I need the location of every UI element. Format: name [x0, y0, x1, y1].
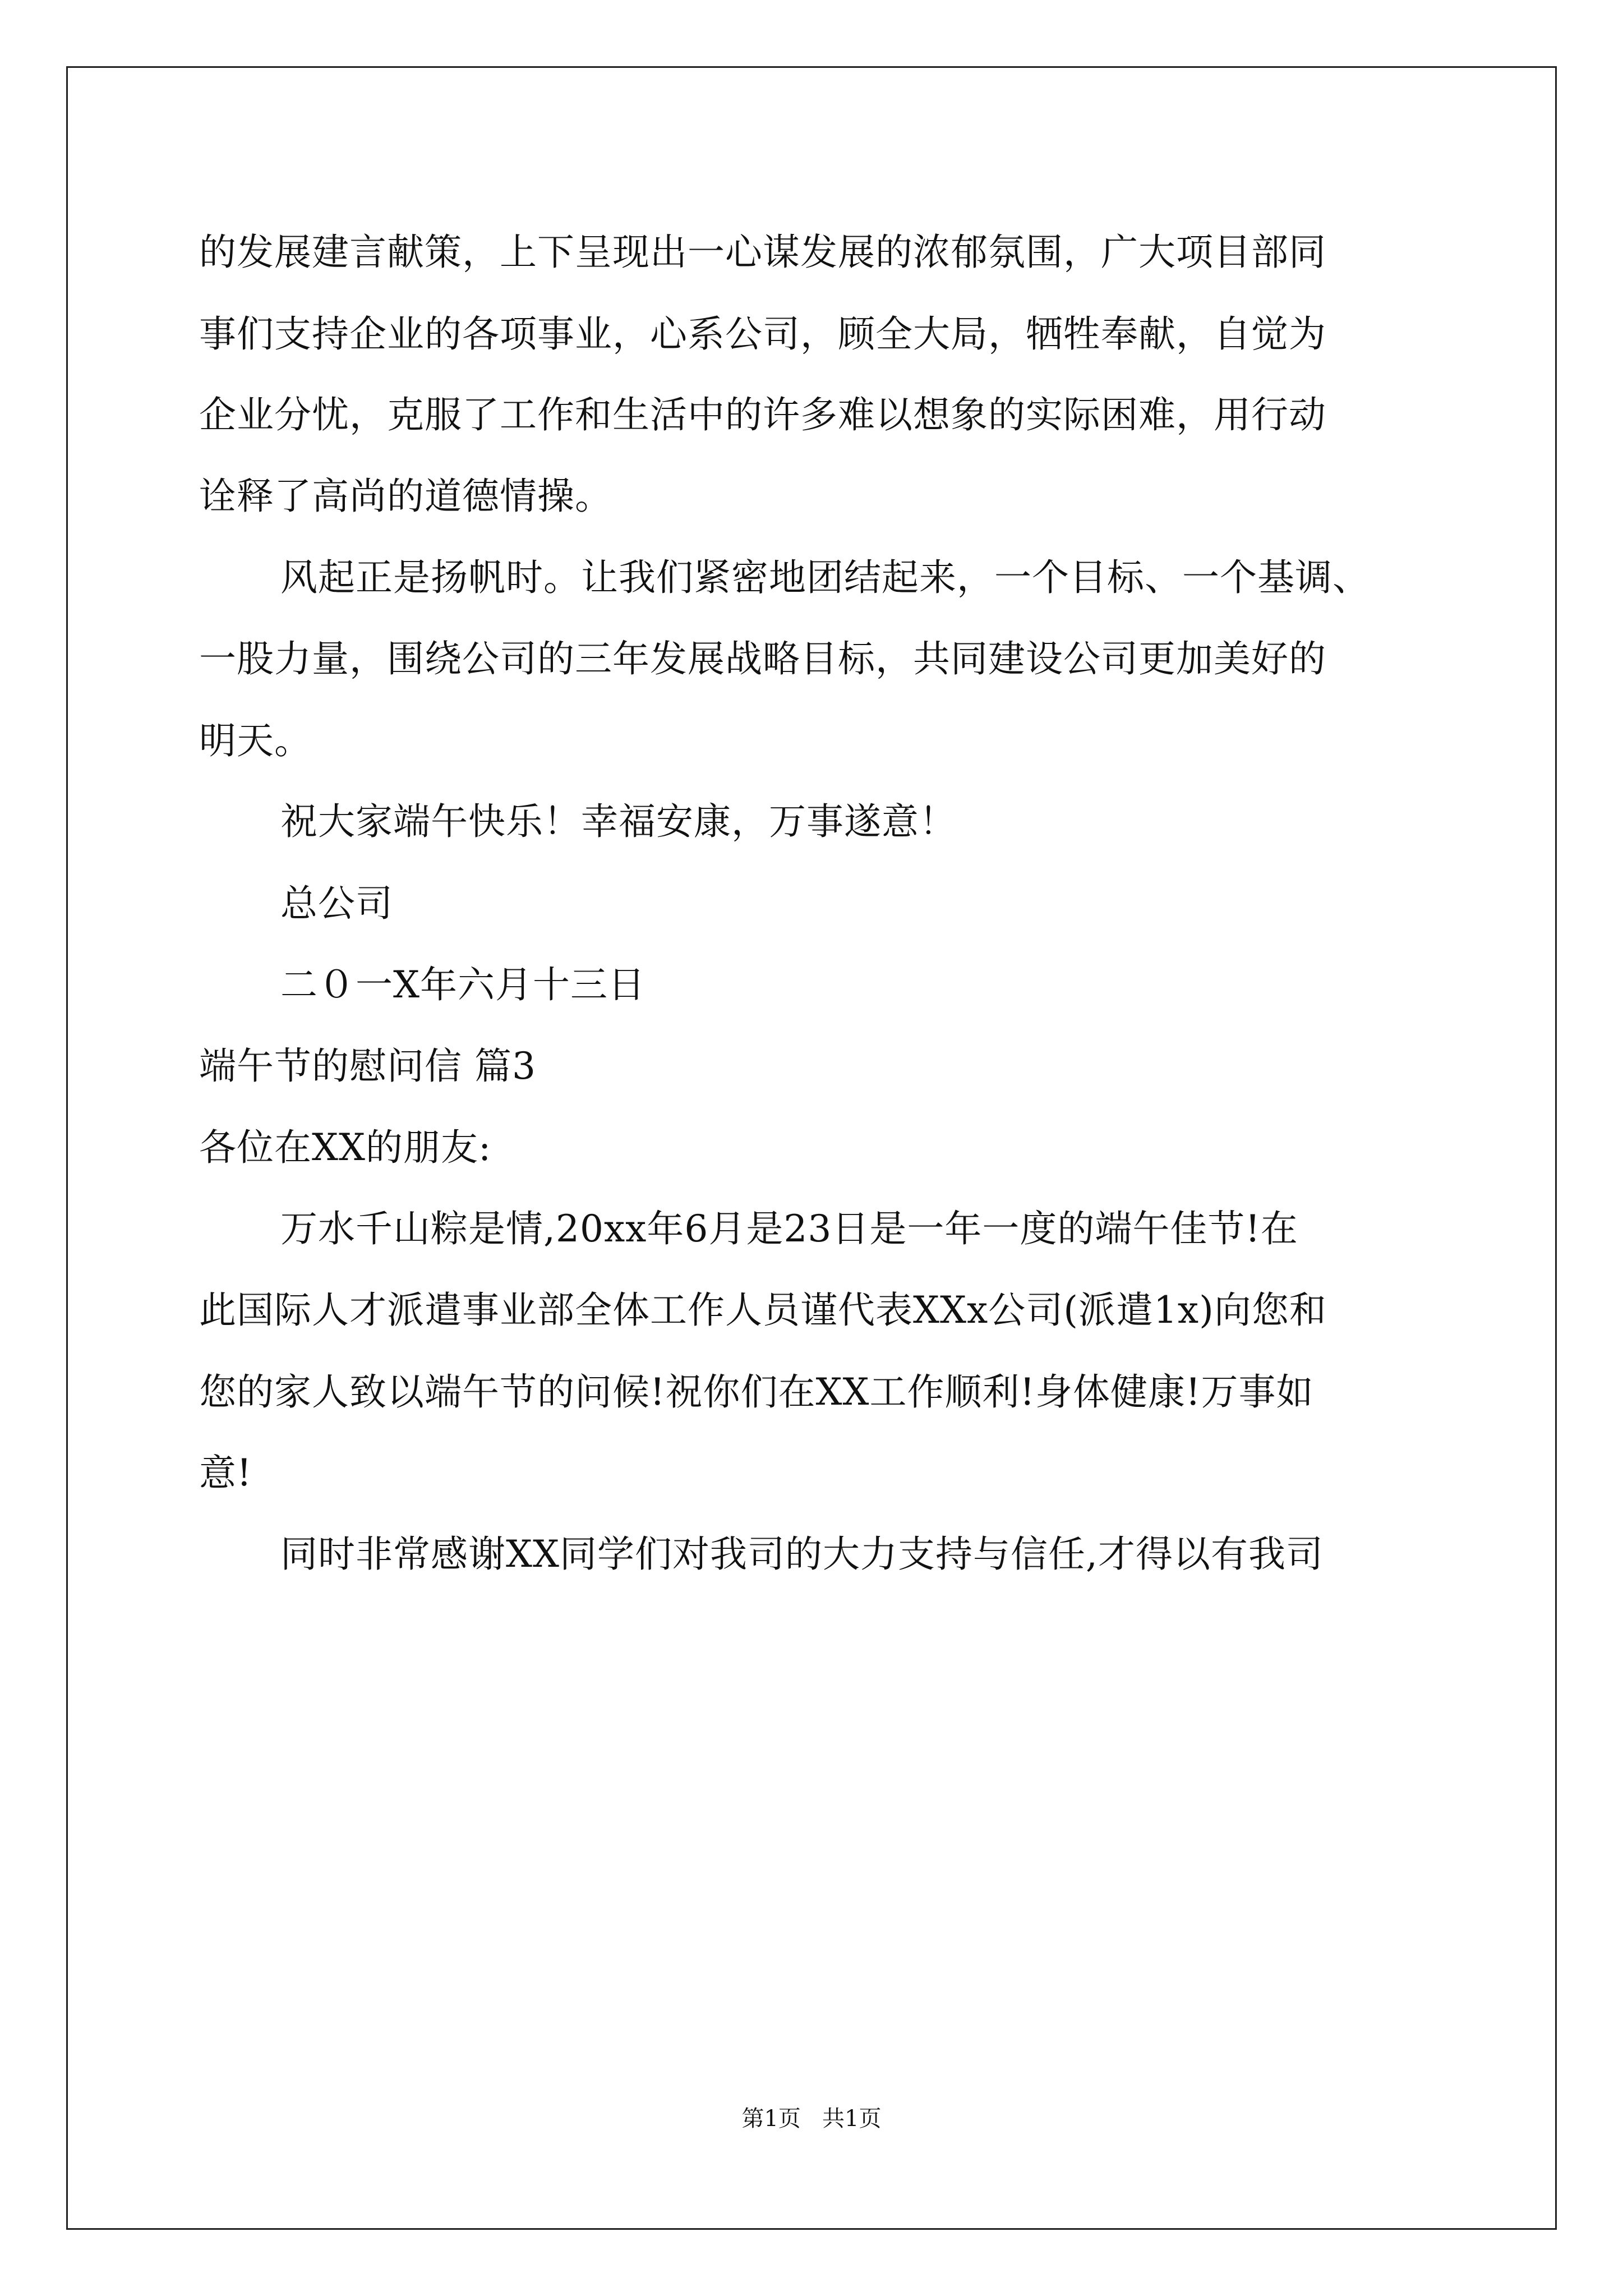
paragraph-start: 万水千山粽是情,20xx年6月是23日是一年一度的端午佳节!在 [280, 1207, 1298, 1250]
body-line: 明天。 [199, 719, 312, 762]
section-heading: 端午节的慰问信 篇3 [199, 1045, 536, 1088]
closing-wish: 祝大家端午快乐！幸福安康，万事遂意！ [280, 800, 957, 843]
body-line: 一股力量，围绕公司的三年发展战略目标，共同建设公司更加美好的 [199, 637, 1326, 680]
body-line: 的发展建言献策，上下呈现出一心谋发展的浓郁氛围，广大项目部同 [199, 231, 1326, 274]
signature-org: 总公司 [280, 882, 393, 925]
body-line: 企业分忧，克服了工作和生活中的许多难以想象的实际困难，用行动 [199, 393, 1326, 436]
body-line: 您的家人致以端午节的问候!祝你们在XX工作顺利!身体健康!万事如 [199, 1370, 1314, 1414]
salutation: 各位在XX的朋友: [199, 1126, 492, 1169]
body-line: 此国际人才派遣事业部全体工作人员谨代表XXx公司(派遣1x)向您和 [199, 1289, 1327, 1332]
paragraph-start: 风起正是扬帆时。让我们紧密地团结起来，一个目标、一个基调、 [280, 556, 1370, 599]
paragraph-start: 同时非常感谢XX同学们对我司的大力支持与信任,才得以有我司 [280, 1533, 1324, 1576]
body-line: 意! [199, 1451, 252, 1494]
signature-date: 二０一X年六月十三日 [280, 963, 645, 1006]
page-footer: 第1页 共1页 [741, 2106, 882, 2132]
body-line: 事们支持企业的各项事业，心系公司，顾全大局，牺牲奉献，自觉为 [199, 312, 1326, 356]
body-line: 诠释了高尚的道德情操。 [199, 475, 612, 518]
